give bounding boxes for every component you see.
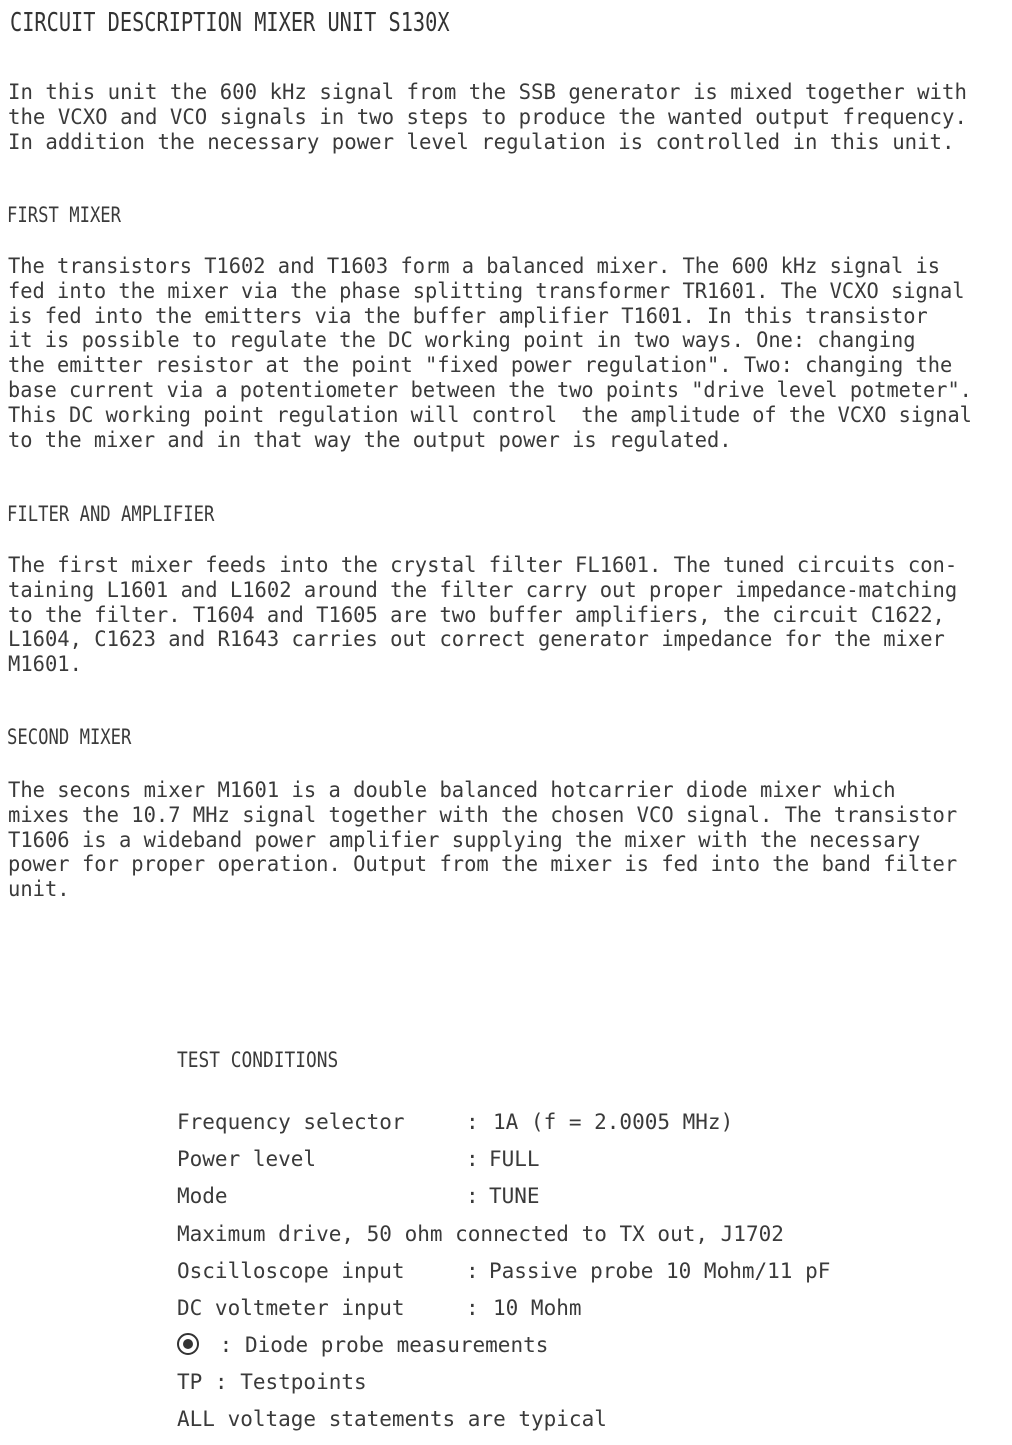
text-line: it is possible to regulate the DC working point in two ways. One: changing	[8, 328, 916, 353]
diode-probe-icon	[177, 1333, 199, 1355]
text-line: power for proper operation. Output from the mixer is fed into the band filter	[8, 852, 958, 877]
tc-separator: :	[466, 1259, 479, 1283]
text-line: In this unit the 600 kHz signal from the SSB generator is mixed together with	[8, 80, 967, 104]
text-line: the emitter resistor at the point "fixed power regulation". Two: changing the	[8, 353, 953, 378]
text-line: mixes the 10.7 MHz signal together with the chosen VCO signal. The transistor	[8, 802, 958, 827]
filter-amplifier-paragraph	[8, 553, 1008, 677]
tc-value: 1A (f = 2.0005 MHz)	[493, 1110, 734, 1134]
text-line: unit.	[8, 877, 70, 902]
tc-row-diode-probe	[177, 1333, 548, 1357]
tc-row-voltage-note: ALL voltage statements are typical	[177, 1407, 607, 1431]
intro-paragraph	[8, 80, 1008, 154]
section-heading-first-mixer: FIRST MIXER	[7, 203, 122, 227]
tc-row-testpoints: TP : Testpoints	[177, 1370, 367, 1394]
tc-label: Power level	[177, 1147, 317, 1171]
second-mixer-paragraph	[8, 778, 1008, 902]
text-line: is fed into the emitters via the buffer amplifier T1601. In this transistor	[8, 303, 928, 328]
tc-value: 10 Mohm	[493, 1296, 582, 1320]
section-heading-filter-amplifier: FILTER AND AMPLIFIER	[7, 502, 215, 526]
text-line: L1604, C1623 and R1643 carries out correct generator impedance for the mixer	[8, 627, 945, 652]
page-title: CIRCUIT DESCRIPTION MIXER UNIT S130X	[10, 8, 450, 38]
text-line: to the filter. T1604 and T1605 are two buffer amplifiers, the circuit C1622,	[8, 602, 945, 627]
text-line: In addition the necessary power level regulation is controlled in this unit.	[8, 129, 955, 154]
text-line: taining L1601 and L1602 around the filter carry out proper impedance-matching	[8, 577, 958, 602]
text-line: T1606 is a wideband power amplifier supplying the mixer with the necessary	[8, 827, 921, 852]
tc-separator: :	[466, 1296, 479, 1320]
tc-label: DC voltmeter input	[177, 1296, 405, 1320]
text-line: the VCXO and VCO signals in two steps to produce the wanted output frequency.	[8, 104, 967, 129]
text-line: This DC working point regulation will control the amplitude of the VCXO signal	[8, 402, 972, 427]
tc-separator: :	[466, 1110, 479, 1134]
tc-label: Frequency selector	[177, 1110, 405, 1134]
text-line: The transistors T1602 and T1603 form a balanced mixer. The 600 kHz signal is	[8, 254, 941, 278]
text-line: The secons mixer M1601 is a double balanced hotcarrier diode mixer which	[8, 778, 896, 802]
tc-value: TUNE	[489, 1184, 540, 1208]
section-heading-second-mixer: SECOND MIXER	[7, 725, 132, 749]
tc-separator: :	[466, 1184, 479, 1208]
tc-value: FULL	[489, 1147, 540, 1171]
tc-label: Mode	[177, 1184, 228, 1208]
tc-separator: :	[466, 1147, 479, 1171]
first-mixer-paragraph	[8, 254, 1008, 452]
text-line: base current via a potentiometer between the two points "drive level potmeter".	[8, 377, 972, 402]
text-line: to the mixer and in that way the output power is regulated.	[8, 427, 732, 452]
tc-probe-note: : Diode probe measurements	[219, 1333, 549, 1357]
tc-label: Oscilloscope input	[177, 1259, 405, 1283]
test-conditions-heading: TEST CONDITIONS	[177, 1048, 339, 1072]
tc-value: Passive probe 10 Mohm/11 pF	[489, 1259, 831, 1283]
tc-label: Maximum drive, 50 ohm connected to TX out, J1702	[177, 1222, 784, 1246]
text-line: fed into the mixer via the phase splitting transformer TR1601. The VCXO signal	[8, 278, 965, 303]
text-line: The first mixer feeds into the crystal filter FL1601. The tuned circuits con-	[8, 553, 958, 577]
text-line: M1601.	[8, 652, 82, 677]
